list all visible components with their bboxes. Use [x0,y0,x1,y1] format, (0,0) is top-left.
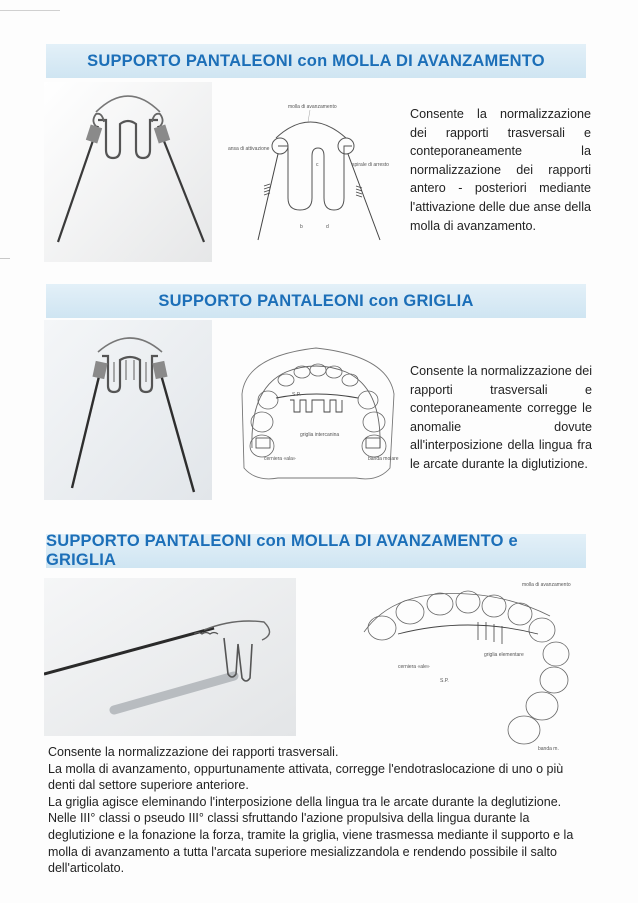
label-molla-1: molla di avanzamento [288,104,337,110]
paragraph: La molla di avanzamento, oppurtunamente attivata, corregge l'endotraslocazione di uno o più denti dal settore superiore anteriore. [48,761,564,793]
label-sp-2: S.P. [292,392,301,398]
label-b: b [300,224,303,230]
section-1-banner [46,44,586,78]
paragraph: Consente la normalizzazione dei rapporti trasversali. [48,745,339,759]
page-edge-mark [0,258,10,259]
label-spirale: spirale di arresto [352,162,389,168]
section-2-banner [46,284,586,318]
label-d: d [326,224,329,230]
section-3-photo [44,578,296,736]
paragraph: Nelle III° classi o pseudo III° classi sfruttando l'azione propulsiva della lingua durante la deglutizione e la fonazione la forza, tramite la griglia, viene trasmessa mediante il supporto e la molla di avanzamento a tutta l'arcata superiore mesializzandola e rendendo possibile il salto dell'articolato. [48,811,574,876]
section-3-banner [46,534,586,568]
label-banda-3: banda m. [538,746,559,752]
label-banda-2: banda molare [368,456,399,462]
paragraph: La griglia agisce eleminando l'interposizione della lingua tra le arcate durante la deglutizione. [48,794,562,809]
section-2-photo [44,320,212,500]
section-3-diagram [328,576,590,752]
label-griglia-2: griglia intercanina [300,432,340,438]
section-2-title: SUPPORTO PANTALEONI con GRIGLIA [158,291,474,310]
label-c: c [316,162,319,168]
section-2-description: Consente la normalizzazione dei rapporti trasversali e conteporaneamente corregge le anomalie dovute all'interposizione della lingua fra le arcate durante la diglutizione. [410,364,593,471]
section-3-text [48,744,593,877]
label-sp-3: S.P. [440,678,449,684]
section-1-photo [44,82,212,262]
page-edge-line [0,10,60,11]
section-1-description: Consente la normalizzazione dei rapporti trasversali e conteporaneamente la normalizzazione dei rapporti antero - posteriori mediante l'attivazione delle due anse della molla di avanzamento. [410,107,591,233]
section-2-diagram [228,338,406,488]
section-1-title: SUPPORTO PANTALEONI con MOLLA DI AVANZAMENTO [87,51,545,70]
label-cerniera-2: cerniera «ala» [264,456,296,462]
label-griglia-3: griglia elementare [484,652,524,658]
label-cerniera-3: cerniera «ale» [398,664,430,670]
section-3-title: SUPPORTO PANTALEONI con MOLLA DI AVANZAMENTO e GRIGLIA [46,532,518,569]
label-attivazione: ansa di attivazione [228,146,270,152]
label-molla-3: molla di avanzamento [522,582,571,588]
section-1-diagram [228,100,398,246]
